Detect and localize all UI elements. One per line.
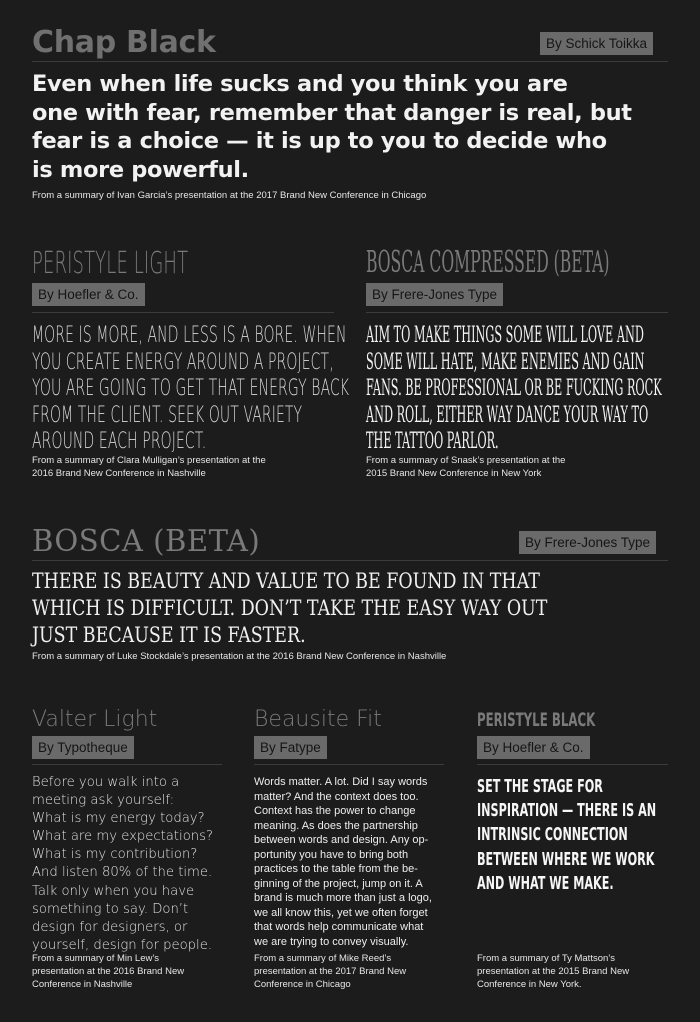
quote-line: AND WHAT WE MAKE. <box>477 873 614 894</box>
quote-line: brand is much more than just a logo, <box>254 892 432 904</box>
peristyle-light-caption <box>32 454 266 480</box>
quote-line: JUST BECAUSE IT IS FASTER. <box>32 623 306 647</box>
quote-line: THE TATTOO PARLOR. <box>366 428 499 454</box>
beausite-fit-title: Beausite Fit <box>254 707 382 732</box>
quote-line: THERE IS BEAUTY AND VALUE TO BE FOUND IN THAT <box>32 569 540 593</box>
caption-line: Conference in New York. <box>477 979 582 990</box>
quote-line: Before you walk into a <box>32 775 180 790</box>
divider <box>366 312 668 313</box>
quote-line: YOU CREATE ENERGY AROUND A PROJECT, <box>32 348 334 375</box>
valter-light-quote <box>32 774 213 955</box>
quote-line: INSPIRATION — THERE IS AN <box>477 801 657 822</box>
divider <box>32 560 668 561</box>
caption-line: From a summary of Ty Mattson’s <box>477 953 615 964</box>
quote-line: something to say. Don’t <box>32 901 189 917</box>
bosca-compressed-quote <box>366 322 662 455</box>
divider <box>254 764 444 765</box>
quote-line: What are my expectations? <box>32 829 214 845</box>
divider <box>32 61 668 62</box>
quote-line: Words matter. A lot. Did I say words <box>254 776 428 788</box>
caption-line: presentation at the 2015 Brand New <box>477 966 630 977</box>
quote-line: yourself, design for people. <box>32 937 213 953</box>
quote-line: FANS. BE PROFESSIONAL OR BE FUCKING ROCK <box>366 375 662 401</box>
divider <box>32 312 334 313</box>
peristyle-light-title: PERISTYLE LIGHT <box>32 246 189 281</box>
beausite-fit-quote <box>254 775 432 949</box>
bosca-quote <box>32 568 547 649</box>
quote-line: BETWEEN WHERE WE WORK <box>477 849 655 870</box>
quote-line: INTRINSIC CONNECTION <box>477 825 628 846</box>
quote-line: Talk only when you have <box>32 883 195 899</box>
bosca-title: BOSCA (BETA) <box>32 524 261 559</box>
quote-line: FROM THE CLIENT. SEEK OUT VARIETY <box>32 401 303 428</box>
quote-line: we are trying to convey visually. <box>254 935 409 948</box>
chap-black-title: Chap Black <box>32 25 216 60</box>
caption-line: From a summary of Min Lew’s <box>32 953 160 964</box>
quote-line: And listen 80% of the time. <box>32 865 213 881</box>
peristyle-black-caption <box>477 952 629 991</box>
quote-line: Even when life sucks and you think you are <box>32 71 568 97</box>
caption-line: From a summary of Mike Reed’s <box>254 953 392 964</box>
caption-line: presentation at the 2017 Brand New <box>254 966 407 977</box>
caption-line: From a summary of Clara Mulligan’s presentation at the <box>32 455 266 466</box>
quote-line: between words and design. Any op- <box>254 834 429 846</box>
chap-black-caption: From a summary of Ivan Garcia’s presentation at the 2017 Brand New Conference in Chicago <box>32 190 427 201</box>
caption-line: 2016 Brand New Conference in Nashville <box>32 468 206 479</box>
valter-light-foundry-tag: By Typotheque <box>32 736 134 759</box>
beausite-fit-foundry-tag: By Fatype <box>254 736 327 759</box>
quote-line: SOME WILL HATE, MAKE ENEMIES AND GAIN <box>366 348 645 375</box>
divider <box>32 764 222 765</box>
divider <box>477 764 668 765</box>
bosca-compressed-foundry-tag: By Frere-Jones Type <box>366 283 503 306</box>
quote-line: What is my contribution? <box>32 847 198 863</box>
quote-line: practices to the table from the be- <box>254 863 418 875</box>
quote-line: we all know this, yet we often forget <box>254 906 428 919</box>
chap-black-foundry-tag: By Schick Toikka <box>540 32 653 55</box>
peristyle-black-foundry-tag: By Hoefler & Co. <box>477 736 590 759</box>
valter-light-title: Valter Light <box>32 707 158 732</box>
quote-line: What is my energy today? <box>32 811 205 827</box>
quote-line: ginning of the project, jump on it. A <box>254 877 423 890</box>
valter-light-caption <box>32 952 184 991</box>
bosca-compressed-caption <box>366 454 565 480</box>
peristyle-light-quote <box>32 322 349 455</box>
peristyle-black-title: PERISTYLE BLACK <box>477 709 596 731</box>
bosca-caption: From a summary of Luke Stockdale’s presentation at the 2016 Brand New Conference in Nashville <box>32 651 447 662</box>
caption-line: From a summary of Snask’s presentation at the <box>366 455 566 466</box>
quote-line: AND ROLL, EITHER WAY DANCE YOUR WAY TO <box>366 401 649 428</box>
quote-line: Context has the power to change <box>254 805 416 817</box>
quote-line: meeting ask yourself: <box>32 793 175 809</box>
peristyle-black-quote <box>477 775 656 896</box>
quote-line: fear is a choice — it is up to you to decide who <box>32 128 607 154</box>
quote-line: MORE IS MORE, AND LESS IS A BORE. WHEN <box>32 322 347 348</box>
bosca-foundry-tag: By Frere-Jones Type <box>519 531 656 554</box>
quote-line: matter? And the context does too. <box>254 790 419 803</box>
bosca-compressed-title: BOSCA COMPRESSED (BETA) <box>366 245 610 280</box>
caption-line: 2015 Brand New Conference in New York <box>366 468 542 479</box>
quote-line: SET THE STAGE FOR <box>477 777 603 797</box>
chap-black-quote <box>32 70 632 184</box>
caption-line: presentation at the 2016 Brand New <box>32 966 185 977</box>
quote-line: one with fear, remember that danger is real, but <box>32 99 632 126</box>
quote-line: YOU ARE GOING TO GET THAT ENERGY BACK <box>32 375 350 401</box>
quote-line: portunity you have to bring both <box>254 848 409 861</box>
quote-line: meaning. As does the partnership <box>254 819 418 832</box>
quote-line: WHICH IS DIFFICULT. DON’T TAKE THE EASY WAY OUT <box>32 596 548 620</box>
caption-line: Conference in Nashville <box>32 979 133 990</box>
beausite-fit-caption <box>254 952 406 991</box>
quote-line: design for designers, or <box>32 919 188 935</box>
quote-line: that words help communicate what <box>254 921 424 933</box>
peristyle-light-foundry-tag: By Hoefler & Co. <box>32 283 145 306</box>
caption-line: Conference in Chicago <box>254 979 351 990</box>
quote-line: AROUND EACH PROJECT. <box>32 428 207 454</box>
quote-line: is more powerful. <box>32 156 249 183</box>
quote-line: AIM TO MAKE THINGS SOME WILL LOVE AND <box>366 322 644 348</box>
